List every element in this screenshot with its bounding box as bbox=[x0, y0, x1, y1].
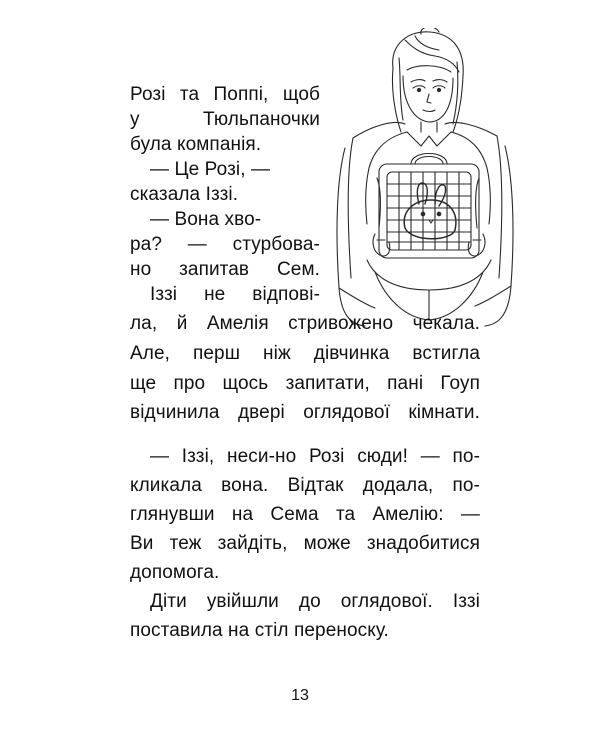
text-line: ще про щось запитати, пані Гоуп bbox=[130, 373, 480, 394]
text-line: Іззі не відпові- bbox=[150, 284, 320, 305]
collar bbox=[407, 132, 451, 146]
text-line: поставила на стіл переноску. bbox=[130, 620, 389, 641]
text-line: відчинила двері оглядової кімнати. bbox=[130, 402, 480, 423]
text-line: ла, й Амелія стривожено чекала. bbox=[130, 313, 480, 334]
text-line: кликала вона. Відтак додала, по- bbox=[130, 475, 480, 496]
text-line: сказала Іззі. bbox=[130, 184, 239, 205]
lap bbox=[367, 260, 491, 290]
text-line: — Іззі, неси-но Розі сюди! — по- bbox=[150, 446, 480, 467]
text-line: у Тюльпаночки bbox=[130, 109, 320, 130]
text-line: допомога. bbox=[130, 562, 220, 583]
carrier-handle bbox=[411, 154, 447, 165]
rabbit bbox=[404, 200, 456, 239]
armchair-left-arm bbox=[337, 148, 365, 326]
text-line: Але, перш ніж дівчинка встигла bbox=[130, 343, 480, 364]
text-line: Діти увійшли до оглядової. Іззі bbox=[150, 591, 480, 612]
text-line: — Вона хво- bbox=[150, 209, 262, 230]
page-number: 13 bbox=[291, 687, 309, 704]
pet-carrier bbox=[379, 164, 479, 258]
illustration-svg bbox=[335, 28, 515, 328]
text-line: Розі та Поппі, щоб bbox=[130, 84, 320, 105]
girl-with-carrier-illustration bbox=[335, 28, 515, 328]
text-line: глянувши на Сема та Амелію: — bbox=[130, 504, 480, 525]
text-line: Ви теж зайдіть, може знадобитися bbox=[130, 533, 480, 554]
text-line: — Це Розі, — bbox=[150, 159, 271, 180]
text-line: була компанія. bbox=[130, 134, 262, 155]
text-line: ра? — стурбова- bbox=[130, 234, 320, 255]
jumper bbox=[366, 132, 407, 224]
text-line: но запитав Сем. bbox=[130, 259, 320, 280]
